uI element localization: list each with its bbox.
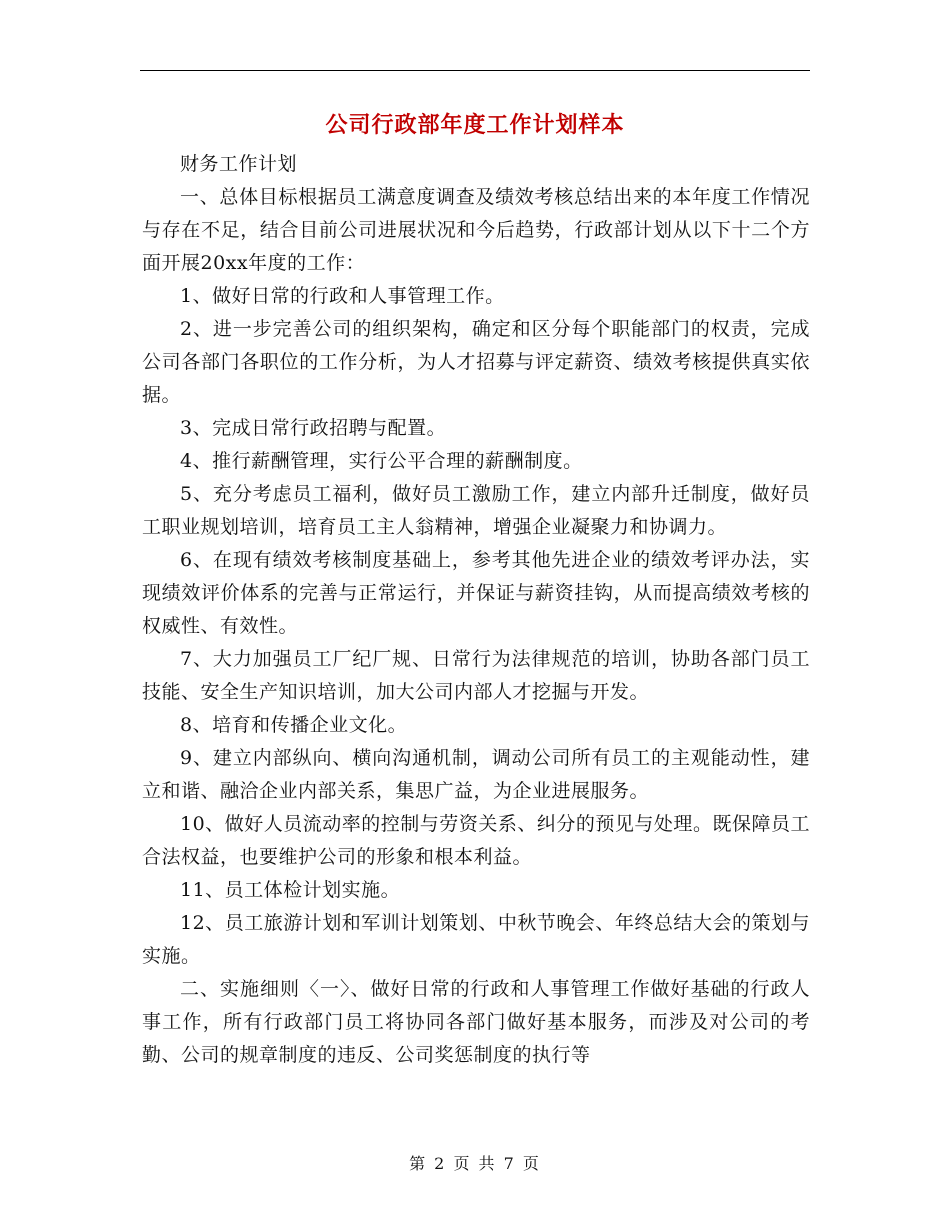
paragraph-item-6: 6、在现有绩效考核制度基础上，参考其他先进企业的绩效考评办法，实现绩效评价体系的完善与正常运行，并保证与薪资挂钩，从而提高绩效考核的权威性、有效性。 [142, 549, 810, 637]
paragraph-item-10: 10、做好人员流动率的控制与劳资关系、纠分的预见与处理。既保障员工合法权益，也要维护公司的形象和根本利益。 [142, 813, 810, 868]
paragraph-item-5: 5、充分考虑员工福利，做好员工激励工作，建立内部升迁制度，做好员工职业规划培训，培育员工主人翁精神，增强企业凝聚力和协调力。 [142, 483, 810, 538]
paragraph-item-11: 11、员工体检计划实施。 [180, 879, 401, 901]
paragraph-item-12: 12、员工旅游计划和军训计划策划、中秋节晚会、年终总结大会的策划与实施。 [142, 912, 810, 967]
paragraph-item-2: 2、进一步完善公司的组织架构，确定和区分每个职能部门的权责，完成公司各部门各职位的工作分析，为人才招募与评定薪资、绩效考核提供真实依据。 [142, 318, 810, 406]
paragraph-implementation-details: 二、实施细则〈一〉、做好日常的行政和人事管理工作做好基础的行政人事工作，所有行政部门员工将协同各部门做好基本服务，而涉及对公司的考勤、公司的规章制度的违反、公司奖惩制度的执行等 [142, 978, 810, 1066]
paragraph-item-7: 7、大力加强员工厂纪厂规、日常行为法律规范的培训，协助各部门员工技能、安全生产知识培训，加大公司内部人才挖掘与开发。 [142, 648, 810, 703]
paragraph-item-3: 3、完成日常行政招聘与配置。 [180, 417, 447, 439]
paragraph-overall-goal: 一、总体目标根据员工满意度调查及绩效考核总结出来的本年度工作情况与存在不足，结合目前公司进展状况和今后趋势，行政部计划从以下十二个方面开展20xx年度的工作： [142, 186, 810, 274]
document-title: 公司行政部年度工作计划样本 [325, 113, 625, 138]
paragraph-item-4: 4、推行薪酬管理，实行公平合理的薪酬制度。 [180, 450, 583, 472]
header-rule [140, 70, 810, 71]
paragraph-item-1: 1、做好日常的行政和人事管理工作。 [180, 285, 505, 307]
page-number-footer: 第 2 页 共 7 页 [409, 1154, 541, 1173]
document-body [142, 148, 810, 1072]
paragraph-item-8: 8、培育和传播企业文化。 [180, 714, 408, 736]
paragraph-item-9: 9、建立内部纵向、横向沟通机制，调动公司所有员工的主观能动性，建立和谐、融洽企业内部关系，集思广益，为企业进展服务。 [142, 747, 810, 802]
paragraph-section-heading: 财务工作计划 [180, 153, 298, 175]
